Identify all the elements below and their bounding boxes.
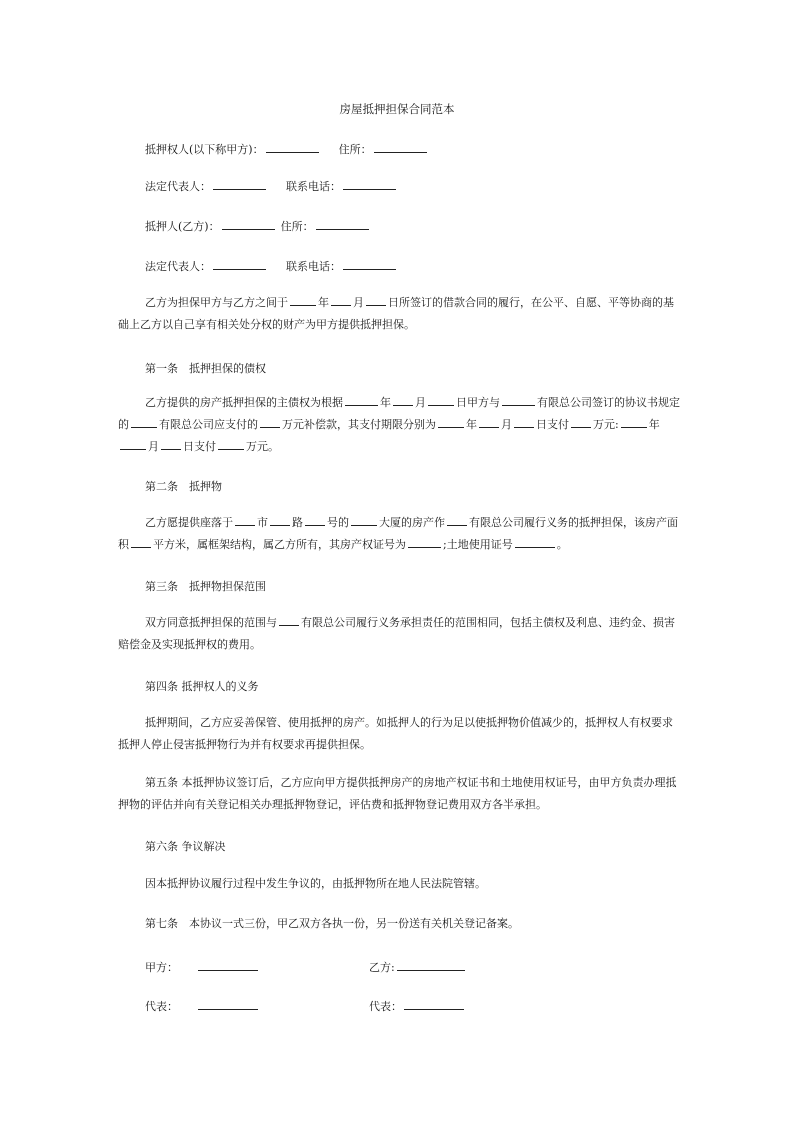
a1-text: 年: [466, 418, 477, 431]
preamble-year: 年: [318, 296, 329, 309]
a1-blank[interactable]: [161, 437, 181, 450]
a1-text: 日支付: [183, 440, 216, 453]
mortgagee-line: [145, 140, 429, 157]
a1-text: 月: [501, 418, 512, 431]
phone-label-b: 联系电话：: [286, 260, 341, 273]
mortgagor-address-blank[interactable]: [316, 217, 369, 230]
a1-blank[interactable]: [621, 415, 647, 428]
a1-blank[interactable]: [479, 415, 499, 428]
a1-blank[interactable]: [502, 393, 535, 406]
legal-rep-blank-a[interactable]: [213, 177, 266, 190]
mortgagee-address-blank[interactable]: [374, 140, 427, 153]
a2-blank[interactable]: [131, 535, 151, 548]
address-label-b: 住所：: [280, 220, 314, 233]
a2-text: 。: [556, 538, 568, 551]
preamble-year-blank[interactable]: [290, 293, 316, 306]
article6-heading: 第六条 争议解决: [145, 840, 226, 853]
article3-paragraph: [118, 612, 680, 656]
article5-paragraph: 第五条 本抵押协议签订后，乙方应向甲方提供抵押房产的房地产权证书和土地使用权证号，由甲方负责办理抵押物的评估并向有关登记相关办理抵押物登记，评估费和抵押物登记费用双方各半承担。: [118, 776, 677, 811]
a1-text: 有限总公司签订的协议书规定的: [118, 396, 680, 431]
a2-text: ;土地使用证号: [443, 538, 513, 551]
phone-blank-b[interactable]: [343, 257, 396, 270]
document-title: 房屋抵押担保合同范本: [339, 102, 455, 116]
rep-a-signature: [145, 997, 260, 1014]
article2-heading: 第二条 抵押物: [145, 480, 222, 493]
rep-a-blank[interactable]: [198, 997, 258, 1010]
a1-blank[interactable]: [571, 415, 591, 428]
a2-text: 乙方愿提供座落于: [145, 516, 233, 529]
legal-rep-line-b: [145, 257, 398, 274]
mortgagee-blank[interactable]: [266, 140, 319, 153]
mortgagor-blank[interactable]: [222, 217, 275, 230]
legal-rep-label-b: 法定代表人：: [145, 260, 211, 273]
a2-text: 市: [257, 516, 268, 529]
legal-rep-label: 法定代表人：: [145, 180, 211, 193]
a2-blank[interactable]: [351, 513, 377, 526]
a2-blank[interactable]: [305, 513, 325, 526]
article4-paragraph: 抵押期间，乙方应妥善保管、使用抵押的房产。如抵押人的行为足以使抵押物价值减少的，抵押权人有权要求抵押人停止侵害抵押物行为并有权要求再提供担保。: [118, 716, 673, 751]
article1-paragraph: [118, 392, 680, 458]
a1-blank[interactable]: [260, 415, 280, 428]
rep-b-blank[interactable]: [404, 997, 464, 1010]
a2-blank[interactable]: [515, 535, 555, 548]
a1-text: 万元补偿款，其支付期限分别为: [282, 418, 436, 431]
address-label: 住所：: [338, 143, 372, 156]
party-a-signature: [145, 958, 260, 975]
article6-paragraph: 因本抵押协议履行过程中发生争议的，由抵押物所在地人民法院管辖。: [145, 877, 486, 890]
article1-heading: 第一条 抵押担保的债权: [145, 362, 266, 375]
article4-heading: 第四条 抵押权人的义务: [145, 680, 259, 693]
party-b-label: 乙方:: [369, 961, 395, 974]
a1-blank[interactable]: [514, 415, 534, 428]
a1-text: 日支付: [536, 418, 569, 431]
preamble-day-blank[interactable]: [366, 293, 386, 306]
phone-label: 联系电话：: [286, 180, 341, 193]
preamble-month-blank[interactable]: [331, 293, 351, 306]
article2-paragraph: [118, 512, 680, 556]
preamble-paragraph: [118, 292, 680, 336]
a2-blank[interactable]: [270, 513, 290, 526]
a2-blank[interactable]: [235, 513, 255, 526]
a1-blank[interactable]: [218, 437, 244, 450]
rep-a-label: 代表：: [145, 1000, 178, 1013]
a2-text: 大厦的房产作: [379, 516, 445, 529]
party-a-blank[interactable]: [198, 958, 258, 971]
a1-text: 年: [648, 418, 660, 431]
rep-b-signature: [369, 997, 466, 1014]
a1-blank[interactable]: [428, 393, 454, 406]
a2-text: 号的: [327, 516, 349, 529]
preamble-month: 月: [353, 296, 364, 309]
a1-text: 乙方提供的房产抵押担保的主债权为根据: [145, 396, 343, 409]
legal-rep-line-a: [145, 177, 398, 194]
party-b-signature: [369, 958, 467, 975]
a1-text: 万元:: [593, 418, 619, 431]
a1-text: 月: [415, 396, 426, 409]
legal-rep-blank-b[interactable]: [213, 257, 266, 270]
a3-text: 有限总公司履行义务承担责任的范围相同，包括主债权及利息、违约金、损害赔偿金及实现抵押权的费用。: [118, 616, 675, 651]
mortgagor-label: 抵押人(乙方)：: [145, 220, 220, 233]
a2-blank[interactable]: [408, 535, 441, 548]
a1-blank[interactable]: [438, 415, 464, 428]
a2-text: 路: [292, 516, 303, 529]
a3-text: 双方同意抵押担保的范围与: [145, 616, 277, 629]
a1-blank[interactable]: [120, 437, 146, 450]
mortgagee-label: 抵押权人(以下称甲方)：: [145, 143, 264, 156]
a1-blank[interactable]: [131, 415, 157, 428]
rep-b-label: 代表：: [369, 1000, 402, 1013]
preamble-text-1: 乙方为担保甲方与乙方之间于: [145, 296, 288, 309]
a3-blank[interactable]: [279, 613, 299, 626]
a2-blank[interactable]: [447, 513, 467, 526]
a2-text: 平方米，属框架结构，属乙方所有，其房产权证号为: [153, 538, 406, 551]
a1-text: 日甲方与: [456, 396, 500, 409]
party-b-blank[interactable]: [397, 958, 465, 971]
phone-blank-a[interactable]: [343, 177, 396, 190]
article3-heading: 第三条 抵押物担保范围: [145, 580, 266, 593]
a1-blank[interactable]: [393, 393, 413, 406]
a1-text: 万元。: [246, 440, 279, 453]
a1-text: 月: [148, 440, 159, 453]
a1-text: 年: [380, 396, 391, 409]
article7-paragraph: 第七条 本协议一式三份，甲乙双方各执一份，另一份送有关机关登记备案。: [145, 917, 519, 930]
a1-text: 有限总公司应支付的: [159, 418, 258, 431]
a1-blank[interactable]: [345, 393, 378, 406]
a2-text: 有限总公司履行义务的抵押担保，该房产面积: [118, 516, 678, 551]
preamble-text-2: 日所签订的借款合同的履行，在公平、自愿、平等协商的基础上乙方以自己享有相关处分权的财产为甲方提供抵押担保。: [118, 296, 674, 331]
mortgagor-line: [145, 217, 371, 234]
party-a-label: 甲方：: [145, 961, 178, 974]
